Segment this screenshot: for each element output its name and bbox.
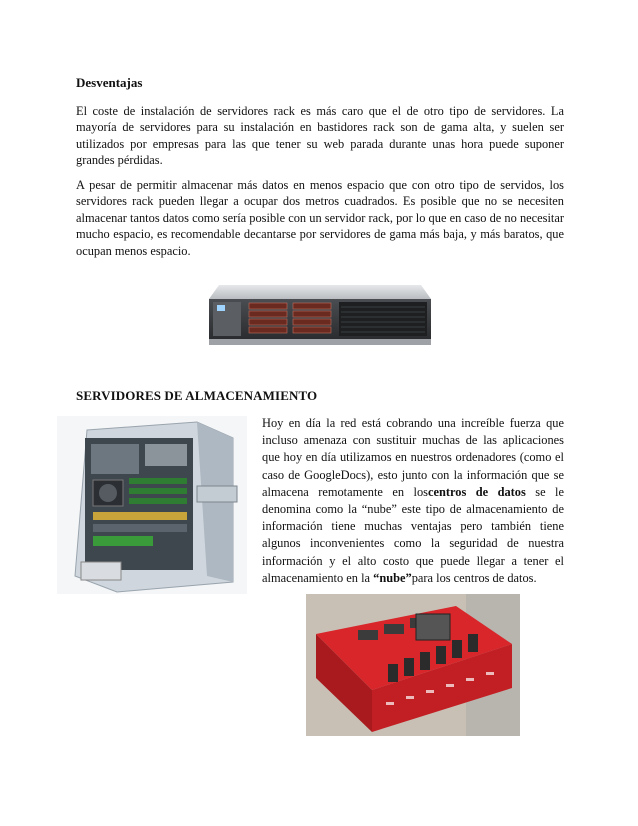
centros-de-datos-bold: centros de datos [427,484,526,499]
rack-server-image [205,283,435,351]
section-heading-almacenamiento: SERVIDORES DE ALMACENAMIENTO [76,388,318,403]
red-storage-server-image [306,594,520,736]
nube-bold: “nube” [373,570,412,585]
section-heading-desventajas: Desventajas [76,75,143,90]
tower-server-image [57,416,247,594]
nube-text-part-2: se le denomina como la “nube” este tipo de almacenamiento de información tiene muchas ventajas pero también tiene algunos inconvenientes como la seguridad de nuestra información y el alto costo que puede llegar a tener el almacenamiento en la [262,484,564,585]
nube-text-part-1: Hoy en día la red está cobrando una increíble fuerza que incluso amenaza con sustituir muchas de las aplicaciones que hoy en día utilizamos en nuestros ordenadores (como el caso de GoogleDocs), esto junto con la información que se almacena remotamente en los [262,416,564,499]
nube-text-part-3: para los centros de datos. [411,570,537,585]
paragraph-space: A pesar de permitir almacenar más datos en menos espacio que con otro tipo de servidos, los servidores rack pueden llegar a ocupar dos metros cuadrados. Es posible que no se necesiten almacenar tantos datos como sería posible con un servidor rack, por lo que en caso de no necesitar mucho espacio, es recomendable decantarse por servidores de gama más baja, y más baratos, que ocupan menos espacio. [76,178,564,258]
paragraph-cost: El coste de instalación de servidores rack es más caro que el de otro tipo de servidores. La mayoría de servidores para su instalación en bastidores rack son de gama alta, y suelen ser utilizados por empresas para las que tener su web parada durante unas hora puede suponer grandes pérdidas. [76,104,564,168]
paragraph-nube [262,415,564,587]
